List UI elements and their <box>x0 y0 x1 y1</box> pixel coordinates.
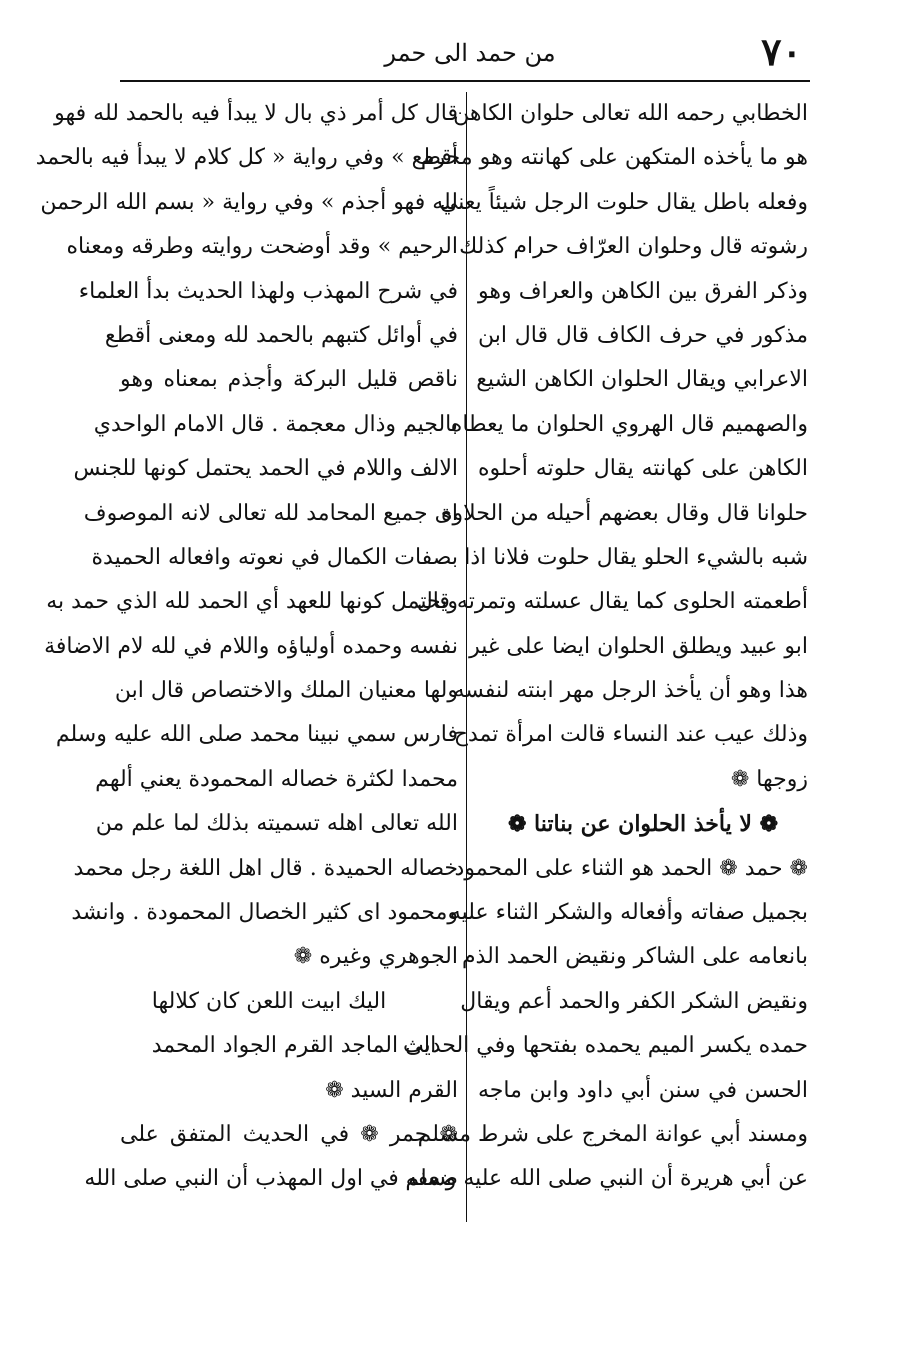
text-line: ونقيض الشكر الكفر والحمد أعم ويقال <box>460 988 808 1014</box>
text-line: الحسن في سنن أبي داود وابن ماجه <box>478 1077 808 1103</box>
left-column <box>35 92 458 1252</box>
text-line: الرحيم » وقد أوضحت روايته وطرقه ومعناه <box>66 234 458 260</box>
text-line: الجوهري وغيره ❁ <box>293 944 458 970</box>
text-line: بجميل صفاته وأفعاله والشكر الثناء عليه <box>449 900 808 926</box>
text-line: زوجها ❁ <box>730 766 808 792</box>
text-line: ناقص قليل البركة وأجذم بمعناه وهو <box>120 367 458 393</box>
text-line: هذا وهو أن يأخذ الرجل مهر ابنته لنفسه <box>453 678 808 704</box>
text-line: ومسند أبي عوانة المخرج على شرط مسلم <box>417 1121 808 1147</box>
text-line: اى جميع المحامد لله تعالى لانه الموصوف <box>83 500 458 526</box>
text-line: ابو عبيد ويطلق الحلوان ايضا على غير <box>469 633 808 659</box>
text-line: عن أبي هريرة أن النبي صلى الله عليه وسلم <box>405 1166 808 1192</box>
text-line: والصهميم قال الهروي الحلوان ما يعطاه <box>450 411 808 437</box>
text-line: قال كل أمر ذي بال لا يبدأ فيه بالحمد لله فهو <box>54 101 458 126</box>
page-header <box>120 30 810 78</box>
text-line: بالجيم وذال معجمة . قال الامام الواحدي <box>93 411 458 437</box>
text-line: أقطع » وفي رواية « كل كلام لا يبدأ فيه بالحمد <box>35 145 458 171</box>
text-line: رشوته قال وحلوان العرّاف حرام كذلك <box>459 234 808 260</box>
verse-line: اليك ابيت اللعن كان كلالها <box>151 988 387 1014</box>
text-line: وذكر الفرق بين الكاهن والعراف وهو <box>478 278 808 304</box>
text-line: نفسه وحمده أولياؤه واللام في لله لام الاضافة <box>44 633 458 659</box>
text-line: لله فهو أجذم » وفي رواية « بسم الله الرحمن <box>40 189 458 215</box>
verse-line: الى الماجد القرم الجواد المحمد <box>151 1033 437 1059</box>
text-line: بانعامه على الشاكر ونقيض الحمد الذم <box>461 944 808 970</box>
header-rule <box>120 80 810 82</box>
text-line: القرم السيد ❁ <box>325 1077 458 1103</box>
text-line: الخطابي رحمه الله تعالى حلوان الكاهن <box>453 101 808 126</box>
text-line: الله تعالى اهله تسميته بذلك لما علم من <box>95 811 458 837</box>
text-line: في أوائل كتبهم بالحمد لله ومعنى أقطع <box>104 322 458 348</box>
text-line: شبه بالشيء الحلو يقال حلوت فلانا اذا <box>464 544 808 570</box>
text-line: ومحمود اى كثير الخصال المحمودة . وانشد <box>71 900 458 926</box>
text-line: هو ما يأخذه المتكهن على كهانته وهو محرم <box>420 145 808 171</box>
page-number: ٧٠ <box>761 29 802 74</box>
text-line: أطعمته الحلوى كما يقال عسلته وتمرته قال <box>416 589 808 615</box>
running-head: من حمد الى حمر <box>384 39 556 67</box>
text-line: وفعله باطل يقال حلوت الرجل شيئاً يعني <box>439 189 808 215</box>
text-line: الكاهن على كهانته يقال حلوته أحلوه <box>478 456 808 482</box>
text-line: محمدا لكثرة خصاله المحمودة يعني ألهم <box>95 766 458 792</box>
text-line: الاعرابي ويقال الحلوان الكاهن الشيع <box>476 367 808 393</box>
text-line: في شرح المهذب ولهذا الحديث بدأ العلماء <box>78 278 458 304</box>
text-line: حمده يكسر الميم يحمده بفتحها وفي الحديث <box>402 1033 808 1059</box>
entry-heading-hamd: ❁ حمد ❁ الحمد هو الثناء على المحمود <box>454 855 808 881</box>
right-column <box>402 92 808 1252</box>
entry-heading-hamr: ❁ حمر ❁ في الحديث المتفق على <box>120 1121 458 1147</box>
text-line: خصاله الحميدة . قال اهل اللغة رجل محمد <box>73 855 458 881</box>
text-line: مذكور في حرف الكاف قال قال ابن <box>478 322 808 348</box>
text-line: ولها معنيان الملك والاختصاص قال ابن <box>114 678 458 704</box>
text-line: بصفات الكمال في نعوته وافعاله الحميدة <box>91 544 458 570</box>
text-line: وذلك عيب عند النساء قالت امرأة تمدح <box>453 722 808 748</box>
text-line: ويحتمل كونها للعهد أي الحمد لله الذي حمد به <box>46 589 458 615</box>
text-line: حلوانا قال وقال بعضهم أحيله من الحلاوة <box>440 500 808 526</box>
text-line: ضعفه في اول المهذب أن النبي صلى الله <box>84 1166 458 1192</box>
text-line: الالف واللام في الحمد يحتمل كونها للجنس <box>73 456 458 482</box>
verse-line: ❁ لا يأخذ الحلوان عن بناتنا ❁ <box>507 811 779 838</box>
text-line: فارس سمي نبينا محمد صلى الله عليه وسلم <box>55 722 458 748</box>
